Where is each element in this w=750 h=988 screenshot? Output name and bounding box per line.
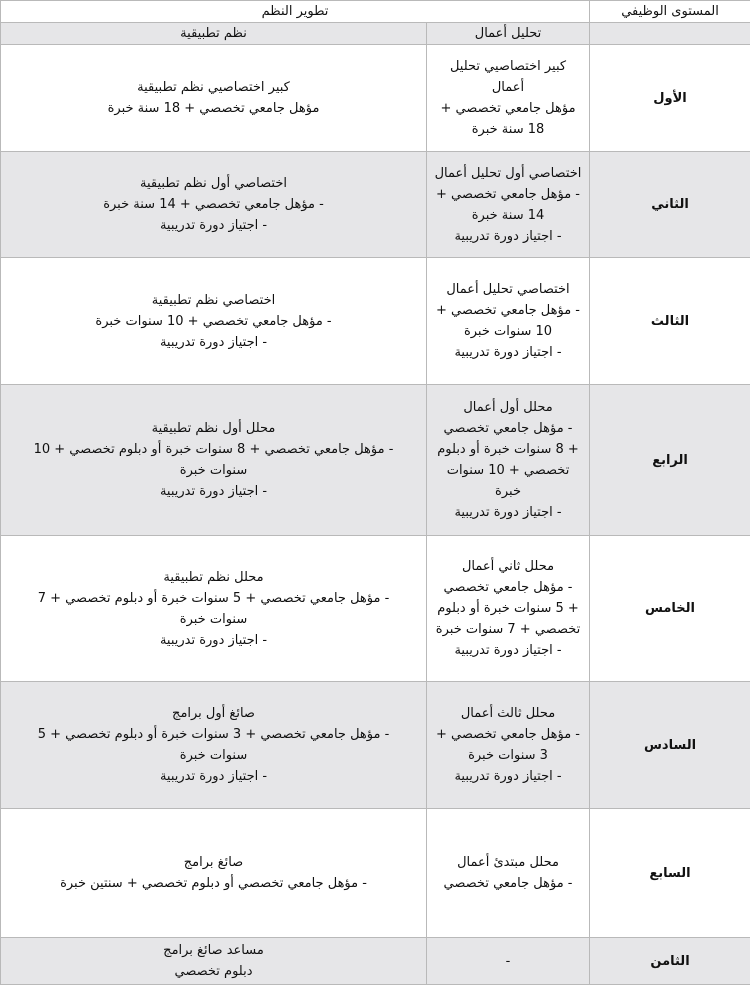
business-analysis-cell-line: - مؤهل جامعي تخصصي <box>443 421 573 436</box>
applied-systems-cell-line: - مؤهل جامعي تخصصي + 8 سنوات خبرة أو دبلوم تخصصي + 10 <box>33 442 394 457</box>
applied-systems-cell-line: مؤهل جامعي تخصصي + 18 سنة خبرة <box>107 101 320 116</box>
business-analysis-cell <box>427 152 590 258</box>
level-cell: الأول <box>590 45 750 152</box>
level-cell: الثامن <box>590 938 750 985</box>
business-analysis-cell <box>427 385 590 536</box>
applied-systems-cell-line: - مؤهل جامعي تخصصي + 10 سنوات خبرة <box>95 313 332 329</box>
business-analysis-cell-line: محلل ثالث أعمال <box>460 706 556 721</box>
business-analysis-cell-line: تخصصي + 10 سنوات <box>446 463 570 478</box>
applied-systems-cell <box>1 536 427 682</box>
business-analysis-cell-line: 10 سنوات خبرة <box>463 324 553 339</box>
applied-systems-cell-line: - اجتياز دورة تدريبية <box>159 218 268 233</box>
applied-systems-cell <box>1 682 427 809</box>
level-cell: الثالث <box>590 258 750 385</box>
applied-systems-cell <box>1 938 427 985</box>
header-row <box>1 1 750 23</box>
table-row <box>1 385 750 536</box>
applied-systems-cell-line: - مؤهل جامعي تخصصي + 5 سنوات خبرة أو دبلوم تخصصي + 7 <box>37 590 390 606</box>
applied-systems-cell-line: اختصاصي نظم تطبيقية <box>151 292 276 308</box>
applied-systems-cell-line: سنوات خبرة <box>179 611 248 627</box>
table-row <box>1 536 750 682</box>
business-analysis-cell-line: محلل ثاني أعمال <box>461 559 555 574</box>
business-analysis-cell-line: 14 سنة خبرة <box>471 207 545 223</box>
business-analysis-cell-line: + 8 سنوات خبرة أو دبلوم <box>437 442 579 457</box>
business-analysis-cell <box>427 938 590 985</box>
business-analysis-cell-line: كبير اختصاصيي تحليل <box>449 59 567 74</box>
business-analysis-cell-line: - اجتياز دورة تدريبية <box>454 345 562 360</box>
business-analysis-cell <box>427 45 590 152</box>
level-cell: الرابع <box>590 385 750 536</box>
table-row <box>1 152 750 258</box>
business-analysis-cell <box>427 809 590 938</box>
applied-systems-cell <box>1 152 427 258</box>
level-subheader-empty <box>590 23 750 45</box>
applied-systems-cell-line: محلل نظم تطبيقية <box>163 569 264 585</box>
applied-systems-cell-line: سنوات خبرة <box>179 748 248 763</box>
business-analysis-cell-line: - مؤهل جامعي تخصصي <box>443 580 573 595</box>
business-analysis-header: تحليل أعمال <box>427 23 590 45</box>
business-analysis-cell-line: - اجتياز دورة تدريبية <box>454 228 562 244</box>
applied-systems-cell-line: - اجتياز دورة تدريبية <box>159 769 268 784</box>
business-analysis-cell-line: اختصاصي أول تحليل أعمال <box>434 165 582 181</box>
applied-systems-cell <box>1 45 427 152</box>
applied-systems-cell <box>1 385 427 536</box>
business-analysis-cell-line: - اجتياز دورة تدريبية <box>454 505 562 520</box>
table-row <box>1 258 750 385</box>
business-analysis-cell-line: - مؤهل جامعي تخصصي <box>443 876 573 891</box>
applied-systems-cell-line: كبير اختصاصيي نظم تطبيقية <box>137 80 290 95</box>
level-cell: الخامس <box>590 536 750 682</box>
business-analysis-cell-line: خبرة <box>495 484 521 499</box>
business-analysis-cell-line: - <box>505 953 511 969</box>
applied-systems-cell-line: دبلوم تخصصي <box>174 964 253 979</box>
business-analysis-cell-line: اختصاصي تحليل أعمال <box>446 282 570 297</box>
applied-systems-cell-line: - مؤهل جامعي تخصصي + 3 سنوات خبرة أو دبلوم تخصصي + 5 <box>37 727 390 742</box>
business-analysis-cell <box>427 258 590 385</box>
applied-systems-cell-line: - مؤهل جامعي تخصصي + 14 سنة خبرة <box>103 197 324 212</box>
level-cell: السادس <box>590 682 750 809</box>
business-analysis-cell-line: - اجتياز دورة تدريبية <box>454 643 562 658</box>
business-analysis-cell-line: 18 سنة خبرة <box>471 122 545 137</box>
applied-systems-cell-line: محلل أول نظم تطبيقية <box>151 421 276 436</box>
applied-systems-header: نظم تطبيقية <box>1 23 427 45</box>
applied-systems-cell-line: - اجتياز دورة تدريبية <box>159 484 268 499</box>
applied-systems-cell-line: - اجتياز دورة تدريبية <box>159 334 268 350</box>
applied-systems-cell-line: سنوات خبرة <box>179 463 248 478</box>
applied-systems-cell-line: صائغ برامج <box>183 855 244 870</box>
business-analysis-cell <box>427 536 590 682</box>
business-analysis-cell <box>427 682 590 809</box>
business-analysis-cell-line: محلل مبتدئ أعمال <box>457 855 559 870</box>
applied-systems-cell-line: مساعد صائغ برامج <box>163 943 264 958</box>
applied-systems-cell-line: اختصاصي أول نظم تطبيقية <box>140 176 287 191</box>
business-analysis-cell-line: محلل أول أعمال <box>463 400 553 415</box>
business-analysis-cell-line: مؤهل جامعي تخصصي + <box>440 101 576 116</box>
applied-systems-cell-line: - مؤهل جامعي تخصصي أو دبلوم تخصصي + سنتين خبرة <box>60 876 367 891</box>
business-analysis-cell-line: 3 سنوات خبرة <box>468 748 548 763</box>
table-row <box>1 45 750 152</box>
applied-systems-cell <box>1 809 427 938</box>
level-header: المستوى الوظيفي <box>590 1 750 23</box>
applied-systems-cell-line: صائغ أول برامج <box>172 706 255 721</box>
applied-systems-cell <box>1 258 427 385</box>
business-analysis-cell-line: - مؤهل جامعي تخصصي + <box>436 303 580 318</box>
applied-systems-cell-line: - اجتياز دورة تدريبية <box>159 632 268 648</box>
level-cell: السابع <box>590 809 750 938</box>
business-analysis-cell-line: + 5 سنوات خبرة أو دبلوم <box>437 601 579 616</box>
systems-development-header: تطوير النظم <box>1 1 590 23</box>
table-row <box>1 938 750 985</box>
business-analysis-cell-line: - اجتياز دورة تدريبية <box>454 769 562 784</box>
table-row <box>1 682 750 809</box>
business-analysis-cell-line: أعمال <box>491 80 525 95</box>
level-cell: الثاني <box>590 152 750 258</box>
business-analysis-cell-line: - مؤهل جامعي تخصصي + <box>436 186 580 202</box>
business-analysis-cell-line: - مؤهل جامعي تخصصي + <box>436 727 580 742</box>
business-analysis-cell-line: تخصصي + 7 سنوات خبرة <box>435 622 581 637</box>
table-row <box>1 809 750 938</box>
subheader-row <box>1 23 750 45</box>
